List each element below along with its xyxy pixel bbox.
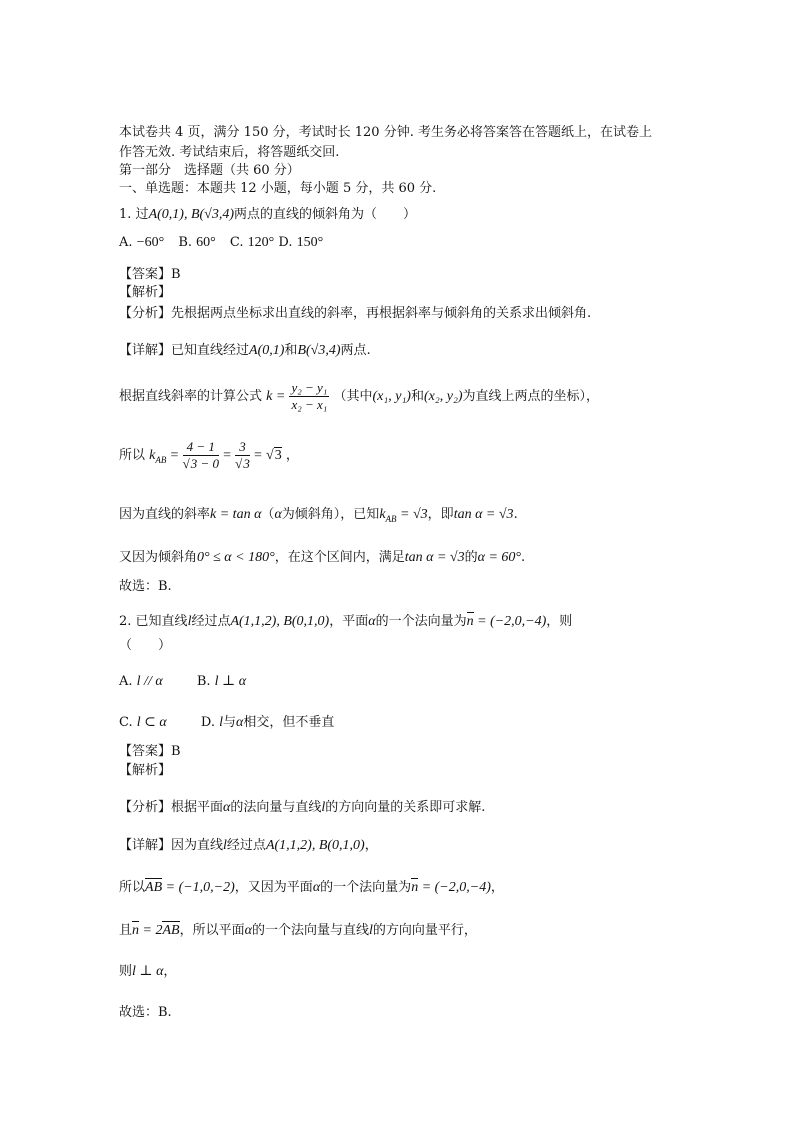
section-title: 一、单选题：本题共 12 小题，每小题 5 分，共 60 分. [119, 181, 437, 196]
q2-conclusion: 故选：B. [119, 1005, 172, 1020]
q1-detail-1: 【详解】已知直线经过A(0,1)和B(√3,4)两点. [119, 343, 371, 358]
q1-detail-3: 所以 $k_{AB}$ = $\frac{4 - 1}{√3 - 0}$ = $\frac{3}{√3}$ = √3 ， [119, 439, 299, 471]
q2-detail-1: 【详解】因为直线l经过点A(1,1,2), B(0,1,0)， [119, 838, 378, 853]
q1-detail-2: 根据直线斜率的计算公式 k = $\frac{\text{y₂ − y₁}}{\text{x₂ − x₁}}$ （其中(x₁, y₁)和(x₂, y₂)为直线上两点的坐标）， [119, 380, 600, 412]
q2-options-row-2 [119, 714, 334, 732]
q2-option-a[interactable]: A. l // α [119, 674, 163, 689]
q1-option-d[interactable]: D. 150° [278, 235, 324, 250]
q2-stem-line-2: （ ） [119, 638, 172, 653]
q1-option-b[interactable]: B. 60° [178, 235, 216, 250]
q2-fenxi: 【分析】根据平面α的法向量与直线l的方向向量的关系即可求解. [119, 800, 486, 815]
q1-conclusion: 故选：B. [119, 579, 172, 594]
q2-stem: 2. 已知直线l经过点A(1,1,2), B(0,1,0)，平面α的一个法向量为n = (−2,0,−4)，则 [119, 614, 573, 629]
q2-detail-2: 所以AB = (−1,0,−2)，又因为平面α的一个法向量为n = (−2,0,−4)， [119, 880, 504, 895]
q2-detail-4: 则l ⊥ α， [119, 964, 177, 979]
q2-answer: 【答案】B [119, 744, 181, 759]
q1-detail-5: 又因为倾斜角0° ≤ α < 180°，在这个区间内，满足tan α = √3的α = 60°. [119, 550, 526, 565]
q1-detail-4: 因为直线的斜率k = tan α（α为倾斜角），已知$k_{AB} = √3$，即tan α = √3. [119, 507, 518, 524]
q1-analysis-tag: 【解析】 [119, 285, 172, 300]
q1-options [119, 234, 323, 252]
q1-points: A(0,1), B(√3,4) [148, 207, 234, 222]
q2-options-row-1 [119, 673, 246, 691]
q1-stem: 1. 过A(0,1), B(√3,4)两点的直线的倾斜角为（ ） [119, 207, 417, 222]
q2-number: 2. [119, 614, 132, 629]
q1-option-c[interactable]: C. 120° [229, 235, 275, 250]
q1-number: 1. [119, 207, 132, 222]
header-line-1: 本试卷共 4 页，满分 150 分，考试时长 120 分钟. 考生务必将答案答在答题纸上，在试卷上 [119, 125, 652, 140]
q2-option-c[interactable]: C. l ⊂ α [119, 715, 167, 730]
q2-option-b[interactable]: B. l ⊥ α [196, 674, 247, 689]
header-line-2: 作答无效. 考试结束后，将答题纸交回. [119, 145, 340, 160]
q2-analysis-tag: 【解析】 [119, 763, 172, 778]
q1-answer: 【答案】B [119, 267, 181, 282]
part-title: 第一部分 选择题（共 60 分） [119, 163, 300, 178]
q1-fenxi: 【分析】先根据两点坐标求出直线的斜率，再根据斜率与倾斜角的关系求出倾斜角. [119, 306, 592, 321]
q2-detail-3: 且n = 2AB，所以平面α的一个法向量与直线l的方向向量平行， [119, 923, 477, 938]
q2-option-d[interactable]: D. l与α相交，但不垂直 [200, 715, 335, 730]
q1-option-a[interactable]: A. −60° [119, 235, 165, 250]
